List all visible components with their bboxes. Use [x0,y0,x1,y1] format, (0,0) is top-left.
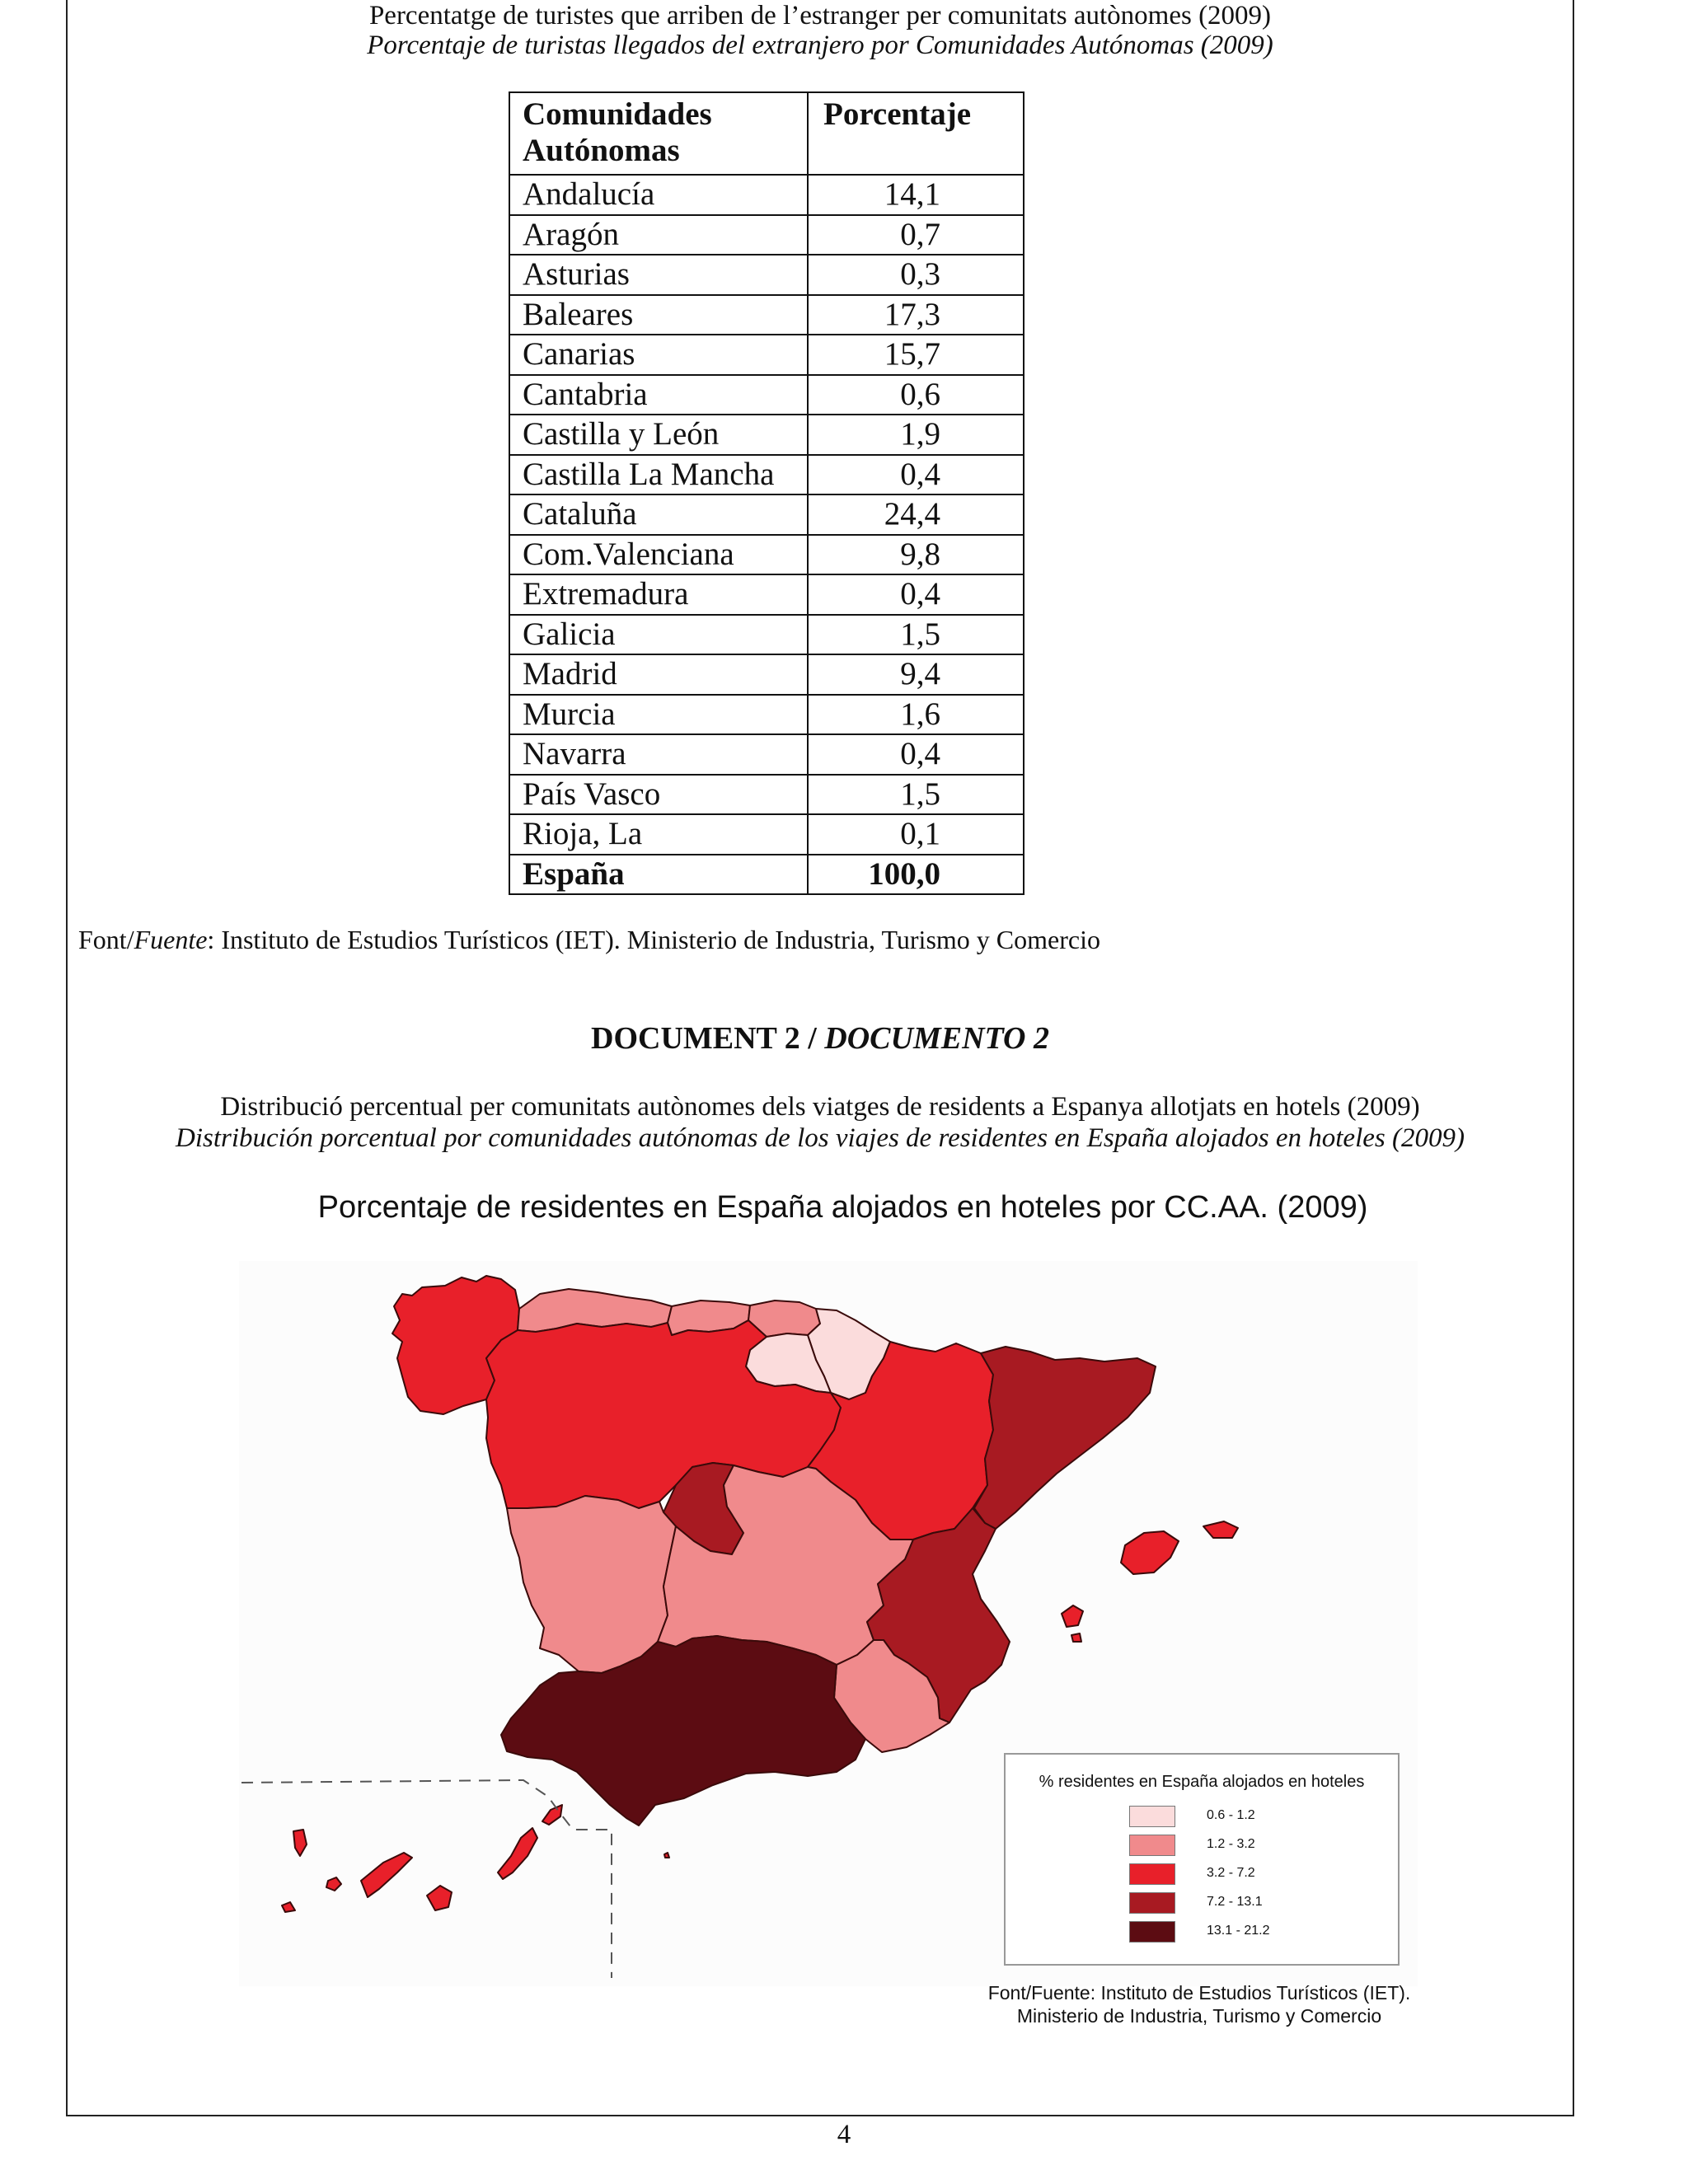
doc2-caption-catalan: Distribució percentual per comunitats autònomes dels viatges de residents a Espanya allotjats en hotels (2009) [220,1092,1420,1122]
table-row [509,734,1024,775]
table-row [509,775,1024,815]
doc2-heading-italic: DOCUMENTO 2 [824,1021,1049,1056]
doc1-caption-spanish: Porcentaje de turistas llegados del extranjero por Comunidades Autónomas (2009) [367,30,1273,60]
header-percent: Porcentaje [808,92,1024,175]
cell-percent: 1,6 [808,695,1024,735]
doc2-source-line2: Ministerio de Industria, Turismo y Comercio [1016,2005,1382,2027]
cell-percent: 0,3 [808,255,1024,295]
table-row [509,455,1024,495]
legend-swatch [1129,1921,1175,1943]
cell-percent: 14,1 [808,175,1024,215]
page-number: 4 [837,2120,851,2149]
table-row [509,295,1024,335]
table-row [509,695,1024,735]
cell-region: Madrid [509,654,808,695]
cell-percent: 0,4 [808,734,1024,775]
cell-region: Aragón [509,215,808,255]
doc2-heading-plain: DOCUMENT 2 / [591,1021,825,1056]
cell-percent: 24,4 [808,494,1024,535]
cell-percent: 1,9 [808,415,1024,455]
table-row [509,615,1024,655]
table-row [509,255,1024,295]
table-row [509,375,1024,415]
cell-percent: 0,7 [808,215,1024,255]
map-legend [1004,1753,1400,1966]
cell-region: Asturias [509,255,808,295]
cell-percent: 1,5 [808,775,1024,815]
cell-region: País Vasco [509,775,808,815]
table-row [509,335,1024,375]
doc1-caption-catalan: Percentatge de turistes que arriben de l’estranger per comunitats autònomes (2009) [368,1,1272,30]
doc2-heading [66,1020,1574,1057]
source-rest: : Instituto de Estudios Turísticos (IET). Ministerio de Industria, Turismo y Comercio [207,925,1100,954]
legend-swatch [1129,1892,1175,1914]
table-row [509,574,1024,615]
table-total-row [509,855,1024,895]
legend-label: 13.1 - 21.2 [1207,1924,1270,1938]
cell-region: Murcia [509,695,808,735]
cell-percent: 9,8 [808,535,1024,575]
cell-percent: 0,6 [808,375,1024,415]
tourists-table [509,91,1025,895]
cell-region: Extremadura [509,574,808,615]
cell-region: Navarra [509,734,808,775]
cell-region: Canarias [509,335,808,375]
cell-region-total: España [509,855,808,895]
cell-percent: 0,4 [808,574,1024,615]
table-row [509,175,1024,215]
table-row [509,654,1024,695]
region-ceuta [664,1853,669,1858]
header-region: Comunidades Autónomas [509,92,808,175]
source-italic: Fuente [134,925,208,954]
legend-swatch [1129,1835,1175,1856]
cell-percent: 0,4 [808,455,1024,495]
table-row [509,215,1024,255]
cell-region: Andalucía [509,175,808,215]
cell-percent-total: 100,0 [808,855,1024,895]
map-title: Porcentaje de residentes en España alojados en hoteles por CC.AA. (2009) [317,1190,1368,1225]
cell-percent: 1,5 [808,615,1024,655]
doc2-source [931,1981,1467,2027]
cell-region: Galicia [509,615,808,655]
cell-region: Rioja, La [509,814,808,855]
cell-region: Castilla y León [509,415,808,455]
legend-title: % residentes en España alojados en hoteles [1039,1773,1365,1791]
legend-label: 7.2 - 13.1 [1207,1895,1263,1909]
doc2-caption-spanish: Distribución porcentual por comunidades autónomas de los viajes de residentes en España alojados en hoteles (2009) [176,1123,1465,1153]
region-baleares-formentera [1071,1633,1081,1642]
table-row [509,535,1024,575]
cell-region: Cataluña [509,494,808,535]
cell-region: Castilla La Mancha [509,455,808,495]
table-row [509,494,1024,535]
cell-percent: 9,4 [808,654,1024,695]
legend-swatch [1129,1806,1175,1827]
doc2-source-line1: Font/Fuente: Instituto de Estudios Turísticos (IET). [987,1982,1411,2004]
cell-percent: 17,3 [808,295,1024,335]
legend-label: 0.6 - 1.2 [1207,1808,1255,1822]
table-row [509,814,1024,855]
table-row [509,415,1024,455]
table-header-row [509,92,1024,175]
legend-label: 1.2 - 3.2 [1207,1837,1255,1851]
cell-region: Com.Valenciana [509,535,808,575]
legend-label: 3.2 - 7.2 [1207,1866,1255,1880]
cell-region: Cantabria [509,375,808,415]
legend-swatch [1129,1863,1175,1885]
cell-percent: 0,1 [808,814,1024,855]
doc1-source [78,925,1100,955]
cell-region: Baleares [509,295,808,335]
cell-percent: 15,7 [808,335,1024,375]
source-prefix: Font/ [78,925,134,954]
